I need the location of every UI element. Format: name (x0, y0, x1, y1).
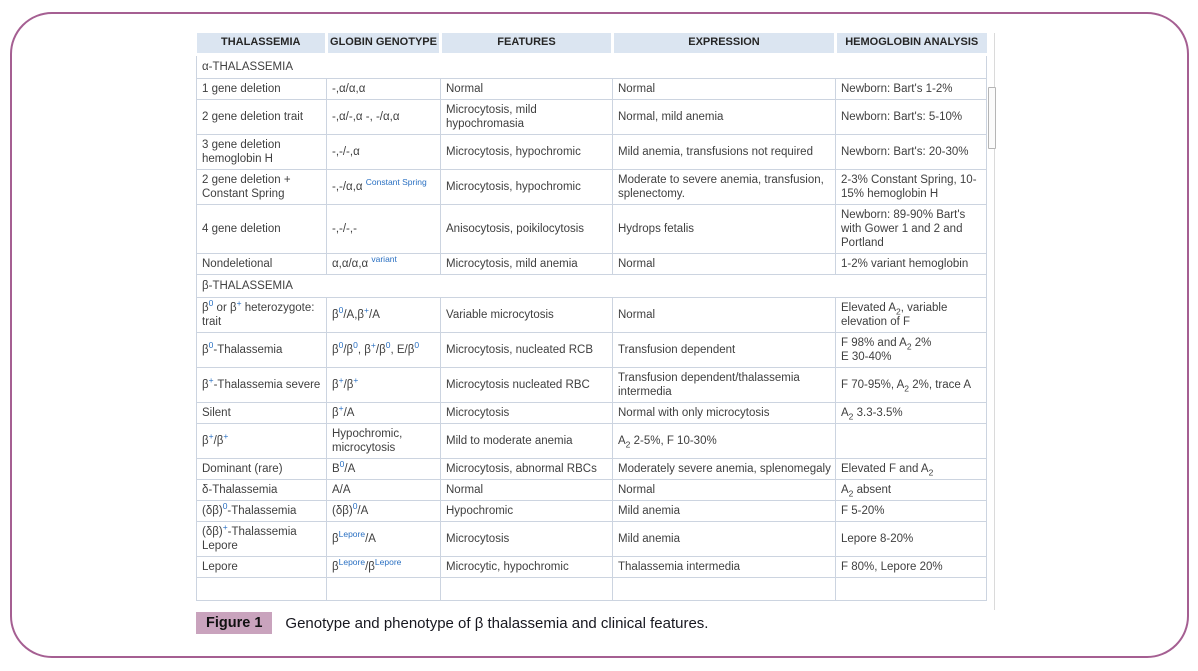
table-cell: $A_2$ absent (836, 480, 987, 501)
section-label: α-THALASSEMIA (197, 54, 987, 78)
table-cell: Elevated $A_2$, variable elevation of F (836, 297, 987, 332)
table-cell: Elevated F and $A_2$ (836, 459, 987, 480)
table-cell (441, 578, 613, 601)
header-row (197, 33, 987, 54)
table-cell: Variable microcytosis (441, 297, 613, 332)
table-cell: Microcytosis nucleated RBC (441, 368, 613, 403)
table-cell: Hydrops fetalis (613, 204, 836, 253)
table-cell: $B^0/A$ (327, 459, 441, 480)
figure-caption (196, 612, 708, 634)
table-row (197, 578, 987, 601)
table-scroll-area (196, 33, 988, 610)
superscript: + (236, 298, 242, 309)
superscript: + (370, 340, 376, 351)
table-cell: F 70-95%, $A_2$ 2%, trace A (836, 368, 987, 403)
table-cell: δ-Thalassemia (197, 480, 327, 501)
table-cell: $\beta^0$ or β+ heterozygote: trait (197, 297, 327, 332)
superscript: 0 (208, 340, 214, 351)
superscript: 0 (338, 340, 344, 351)
table-cell: β+-Thalassemia severe (197, 368, 327, 403)
table-cell: F 98% and $A_2$ 2% E 30-40% (836, 332, 987, 367)
superscript: + (338, 375, 344, 386)
superscript: + (353, 375, 359, 386)
table-cell: $A_2$ 3.3-3.5% (836, 403, 987, 424)
table-cell: Microcytic, hypochromic (441, 557, 613, 578)
table-row (197, 134, 987, 169)
table-row (197, 297, 987, 332)
superscript: 0 (339, 459, 345, 470)
table-cell: Newborn: Bart's 1-2% (836, 78, 987, 99)
table-row (197, 99, 987, 134)
table-cell: Nondeletional (197, 253, 327, 274)
table-cell: F 5-20% (836, 501, 987, 522)
section-label: β-THALASSEMIA (197, 274, 987, 297)
superscript: + (208, 375, 214, 386)
superscript: Lepore (338, 557, 366, 568)
superscript: 0 (338, 305, 344, 316)
table-cell: Newborn: Bart's: 20-30% (836, 134, 987, 169)
table-cell: Hypochromic (441, 501, 613, 522)
superscript: + (338, 403, 344, 414)
subscript: 2 (625, 439, 631, 450)
table-cell: Microcytosis, hypochromic (441, 169, 613, 204)
table-cell (327, 578, 441, 601)
table-cell: Microcytosis, mild anemia (441, 253, 613, 274)
column-header-features: FEATURES (441, 33, 613, 54)
table-row (197, 169, 987, 204)
thalassemia-table (196, 33, 987, 601)
table-cell: Dominant (rare) (197, 459, 327, 480)
table-cell: Hypochromic, microcytosis (327, 424, 441, 459)
subscript: 2 (906, 341, 912, 352)
table-cell: $\beta^0/A,\beta^+/A$ (327, 297, 441, 332)
column-header-expression: EXPRESSION (613, 33, 836, 54)
table-cell (836, 578, 987, 601)
table-cell: Mild to moderate anemia (441, 424, 613, 459)
table-cell: β+/β+ (327, 368, 441, 403)
table-cell: 2-3% Constant Spring, 10-15% hemoglobin H (836, 169, 987, 204)
superscript: Constant Spring (365, 177, 427, 188)
table-cell: Normal (613, 297, 836, 332)
table-cell: $A_2$ 2-5%, F 10-30% (613, 424, 836, 459)
table-cell: Normal, mild anemia (613, 99, 836, 134)
table-cell: Newborn: 89-90% Bart's with Gower 1 and 2 and Portland (836, 204, 987, 253)
table-cell: β+/β+ (197, 424, 327, 459)
superscript: 0 (414, 340, 420, 351)
table-row (197, 424, 987, 459)
table-cell: Microcytosis, abnormal RBCs (441, 459, 613, 480)
section-row (197, 54, 987, 78)
table-row (197, 332, 987, 367)
subscript: 2 (895, 306, 901, 317)
superscript: 0 (353, 340, 358, 351)
table-cell: Lepore (197, 557, 327, 578)
table-row (197, 204, 987, 253)
table-row (197, 78, 987, 99)
table-cell: Transfusion dependent/thalassemia intermedia (613, 368, 836, 403)
subscript: 2 (848, 488, 854, 499)
table-row (197, 557, 987, 578)
table-cell: Normal (613, 480, 836, 501)
table-cell: α,α/α,α $^{variant}$ (327, 253, 441, 274)
table-cell: $\beta^{Lepore}/\beta^{Lepore}$ (327, 557, 441, 578)
superscript: + (223, 431, 229, 442)
subscript: 2 (904, 383, 910, 394)
scrollbar-thumb[interactable] (988, 87, 996, 149)
table-cell: Newborn: Bart's: 5-10% (836, 99, 987, 134)
table-cell: -,-/-,α (327, 134, 441, 169)
table-row (197, 501, 987, 522)
table-cell: $\beta^0/\beta^0$, $\beta^+/\beta^0$, $E/\beta^0$ (327, 332, 441, 367)
table-cell: 1 gene deletion (197, 78, 327, 99)
superscript: variant (371, 254, 397, 265)
table-cell: $(\delta\beta)^0/A$ (327, 501, 441, 522)
table-cell: Moderate to severe anemia, transfusion, splenectomy. (613, 169, 836, 204)
table-row (197, 403, 987, 424)
table-cell: Lepore 8-20% (836, 522, 987, 557)
column-header-thalassemia: THALASSEMIA (197, 33, 327, 54)
subscript: 2 (848, 411, 854, 422)
table-cell: Microcytosis, nucleated RCB (441, 332, 613, 367)
column-header-globin-genotype: GLOBIN GENOTYPE (327, 33, 441, 54)
superscript: 0 (385, 340, 391, 351)
table-cell: 4 gene deletion (197, 204, 327, 253)
table-row (197, 253, 987, 274)
superscript: + (208, 431, 214, 442)
table-row (197, 522, 987, 557)
table-cell (197, 578, 327, 601)
table-cell: F 80%, Lepore 20% (836, 557, 987, 578)
table-cell: A/A (327, 480, 441, 501)
table-cell: Microcytosis, hypochromic (441, 134, 613, 169)
table-cell: Transfusion dependent (613, 332, 836, 367)
table-cell: Thalassemia intermedia (613, 557, 836, 578)
table-cell: Microcytosis, mild hypochromasia (441, 99, 613, 134)
superscript: + (222, 522, 228, 533)
table-cell (836, 424, 987, 459)
table-row (197, 480, 987, 501)
table-cell: Microcytosis (441, 522, 613, 557)
table-cell: -,α/-,α -, -/α,α (327, 99, 441, 134)
superscript: + (364, 305, 370, 316)
superscript: Lepore (338, 529, 366, 540)
table-cell: $\beta^0$-Thalassemia (197, 332, 327, 367)
table-cell: Silent (197, 403, 327, 424)
table-cell: β+/A (327, 403, 441, 424)
figure-label: Figure 1 (196, 612, 272, 634)
table-cell: $(\delta\beta)^0$-Thalassemia (197, 501, 327, 522)
table-cell: Anisocytosis, poikilocytosis (441, 204, 613, 253)
table-cell: -,α/α,α (327, 78, 441, 99)
superscript: 0 (208, 298, 214, 309)
table-cell: -,-/-,- (327, 204, 441, 253)
table-cell: Mild anemia, transfusions not required (613, 134, 836, 169)
table-cell: Normal (613, 253, 836, 274)
table-cell (613, 578, 836, 601)
table-cell: 2 gene deletion + Constant Spring (197, 169, 327, 204)
table-cell: Microcytosis (441, 403, 613, 424)
table-cell: Normal (613, 78, 836, 99)
table-cell: 1-2% variant hemoglobin (836, 253, 987, 274)
table-cell: Normal (441, 480, 613, 501)
table-cell: Mild anemia (613, 501, 836, 522)
superscript: 0 (352, 501, 358, 512)
column-header-hemoglobin-analysis: HEMOGLOBIN ANALYSIS (836, 33, 987, 54)
figure-caption-text: Genotype and phenotype of β thalassemia and clinical features. (285, 614, 709, 632)
table-cell: $\beta^{Lepore}/A$ (327, 522, 441, 557)
table-cell: Mild anemia (613, 522, 836, 557)
table-cell: Normal (441, 78, 613, 99)
table-cell: (δβ)+-Thalassemia Lepore (197, 522, 327, 557)
superscript: Lepore (374, 557, 402, 568)
subscript: 2 (928, 467, 934, 478)
table-row (197, 459, 987, 480)
table-cell: Normal with only microcytosis (613, 403, 836, 424)
table-cell: 2 gene deletion trait (197, 99, 327, 134)
section-row (197, 274, 987, 297)
table-cell: 3 gene deletion hemoglobin H (197, 134, 327, 169)
table-row (197, 368, 987, 403)
table-cell: Moderately severe anemia, splenomegaly (613, 459, 836, 480)
table-cell: -,-/α,α $^{Constant Spring}$ (327, 169, 441, 204)
superscript: 0 (222, 501, 228, 512)
